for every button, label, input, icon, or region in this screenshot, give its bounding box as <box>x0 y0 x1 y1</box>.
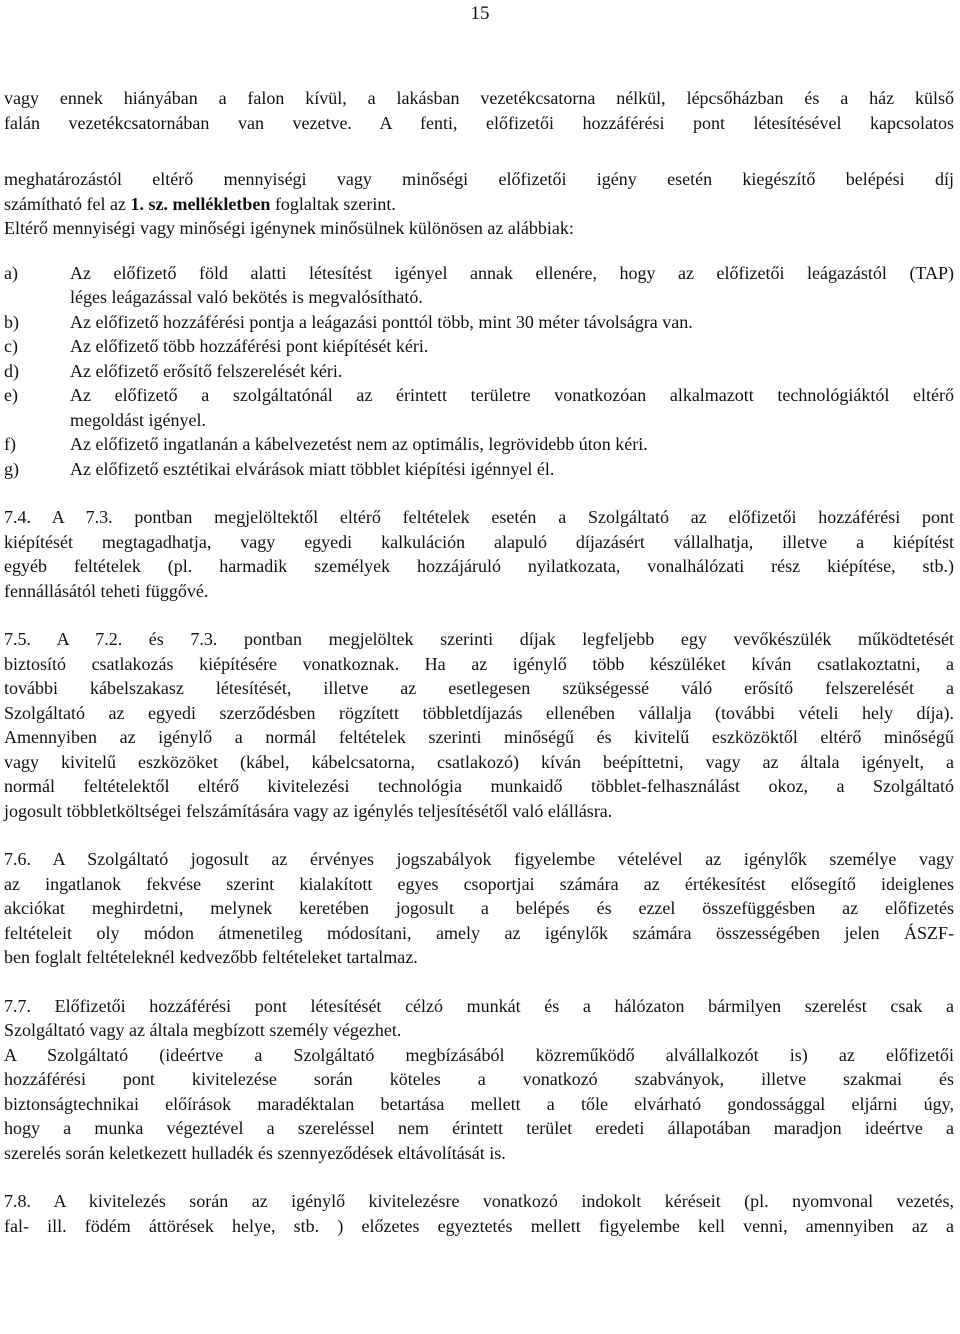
section-7-5 <box>4 627 954 823</box>
text-line: egyéb feltételek (pl. harmadik személyek hozzájáruló nyilatkozata, vonalhálózati rész kiépítése, stb.) <box>4 556 954 576</box>
text-fragment: számítható fel az <box>4 193 131 214</box>
list-item <box>4 359 954 384</box>
list-item <box>4 261 954 310</box>
text-line: Amennyiben az igénylő a normál feltételek szerinti minőségű és kivitelű eszközöktől eltérő minőségű <box>4 727 954 747</box>
text-line: akciókat meghirdetni, melynek keretében jogosult a belépés és ezzel összefüggésben az előfizetés <box>4 898 954 918</box>
text-line: 7.8. A kivitelezés során az igénylő kivitelezésre vonatkozó indokolt kéréseit (pl. nyomvonal vezetés, <box>4 1191 954 1211</box>
text-line: hogy a munka végeztével a szereléssel nem érintett terület eredeti állapotában maradjon ideértve a <box>4 1118 954 1138</box>
section-7-7 <box>4 994 954 1166</box>
text-line: feltételeit oly módon átmenetileg módosítani, amely az igénylők számára összességében jelen ÁSZF- <box>4 922 954 943</box>
list-item <box>4 457 954 482</box>
list-item-text: Az előfizető hozzáférési pontja a leágazási ponttól több, mint 30 méter távolságra van. <box>70 311 693 332</box>
text-fragment: foglaltak szerint. <box>270 193 396 214</box>
text-line <box>4 192 954 217</box>
text-line: meghatározástól eltérő mennyiségi vagy minőségi előfizetői igény esetén kiegészítő belépési díj <box>4 169 954 189</box>
text-line: további kábelszakasz létesítését, illetve az esetlegesen szükségessé váló erősítő felszerelését a <box>4 678 954 698</box>
text-line: Szolgáltató vagy az általa megbízott személy végezhet. <box>4 1020 402 1040</box>
text-line: vagy kivitelű eszközöket (kábel, kábelcsatorna, csatlakozó) kíván beépíttetni, vagy az általa igényelt, a <box>4 751 954 772</box>
text-line: biztosító csatlakozás kiépítésére vonatkoznak. Ha az igénylő több készüléket kíván csatlakoztatni, a <box>4 653 954 674</box>
section-7-4 <box>4 505 954 603</box>
list-item-label: f) <box>4 434 16 454</box>
text-line: 7.6. A Szolgáltató jogosult az érvényes jogszabályok figyelembe vételével az igénylők személye vagy <box>4 849 954 869</box>
text-line: falán vezetékcsatornában van vezetve. A fenti, előfizetői hozzáférési pont létesítésével kapcsolatos <box>4 112 954 133</box>
text-line: 7.4. A 7.3. pontban megjelöltektől eltérő feltételek esetén a Szolgáltató az előfizetői hozzáférési pont <box>4 507 954 527</box>
list-item-label: g) <box>4 458 19 479</box>
list-item <box>4 310 954 335</box>
page-number: 15 <box>470 3 490 24</box>
list-item-label: a) <box>4 262 18 283</box>
text-line: az ingatlanok fekvése szerint kialakított egyes csoportjai számára az értékesítést elősegítő ideiglenes <box>4 873 954 894</box>
text-line: ben foglalt feltételeknél kedvezőbb feltételeket tartalmaz. <box>4 947 418 967</box>
list-item <box>4 383 954 432</box>
list-item-label: c) <box>4 336 18 356</box>
list-item-text: megoldást igényel. <box>70 409 206 430</box>
list-item-text: Az előfizető több hozzáférési pont kiépítését kéri. <box>70 336 429 356</box>
page-content <box>4 86 954 1238</box>
list-item-label: b) <box>4 311 19 332</box>
text-line: normál feltételektől eltérő kivitelezési technológia munkaidő többlet-felhasználást okoz, a Szolgáltató <box>4 776 954 796</box>
text-line: fennállásától teheti függővé. <box>4 580 209 601</box>
list-item-text: Az előfizető föld alatti létesítést igényel annak ellenére, hogy az előfizetői leágazástól (TAP) <box>70 262 954 283</box>
list-item-text: Az előfizető esztétikai elvárások miatt többlet kiépítési igénnyel él. <box>70 458 555 479</box>
text-line: kiépítését megtagadhatja, vagy egyedi kalkuláción alapuló díjazásért vállalhatja, illetve a kiépítést <box>4 531 954 552</box>
text-line: szerelés során keletkezett hulladék és szennyeződések eltávolítását is. <box>4 1142 506 1163</box>
paragraph-extra-fee <box>4 167 954 241</box>
text-line: jogosult többletköltségei felszámítására vagy az igénylés teljesítésétől való elállásra. <box>4 800 613 821</box>
annex-reference: 1. sz. mellékletben <box>130 193 271 214</box>
text-line: 7.5. A 7.2. és 7.3. pontban megjelöltek szerinti díjak legfeljebb egy vevőkészülék működtetését <box>4 629 954 649</box>
list-item-label: e) <box>4 385 18 405</box>
section-7-6 <box>4 847 954 970</box>
text-line: Eltérő mennyiségi vagy minőségi igénynek minősülnek különösen az alábbiak: <box>4 218 574 238</box>
list-item <box>4 432 954 457</box>
text-line: vagy ennek hiányában a falon kívül, a lakásban vezetékcsatorna nélkül, lépcsőházban és a ház külső <box>4 88 954 108</box>
section-7-8 <box>4 1189 954 1238</box>
exception-list <box>4 261 954 482</box>
list-item-text: léges leágazással való bekötés is megvalósítható. <box>70 287 423 307</box>
list-item <box>4 334 954 359</box>
text-line: hozzáférési pont kivitelezése során köteles a vonatkozó szabványok, illetve szakmai és <box>4 1069 954 1089</box>
text-line: 7.7. Előfizetői hozzáférési pont létesítését célzó munkát és a hálózaton bármilyen szerelést csak a <box>4 995 954 1016</box>
text-line: biztonságtechnikai előírások maradéktalan betartása mellett a tőle elvárható gondossággal eljárni úgy, <box>4 1093 954 1114</box>
list-item-text: Az előfizető erősítő felszerelését kéri. <box>70 360 343 381</box>
list-item-text: Az előfizető ingatlanán a kábelvezetést nem az optimális, legrövidebb úton kéri. <box>70 434 648 454</box>
list-item-label: d) <box>4 360 19 381</box>
list-item-text: Az előfizető a szolgáltatónál az érintett területre vonatkozóan alkalmazott technológiáktól eltérő <box>70 385 954 405</box>
text-line: Szolgáltató az egyedi szerződésben rögzített többletdíjazás ellenében vállalja (további vételi hely díja). <box>4 702 954 723</box>
text-line: A Szolgáltató (ideértve a Szolgáltató megbízásából közreműködő alvállalkozót is) az előfizetői <box>4 1044 954 1065</box>
text-line: fal- ill. födém áttörések helye, stb. ) előzetes egyeztetés mellett figyelembe kell venni, amennyiben az a <box>4 1215 954 1236</box>
paragraph-intro <box>4 86 954 135</box>
